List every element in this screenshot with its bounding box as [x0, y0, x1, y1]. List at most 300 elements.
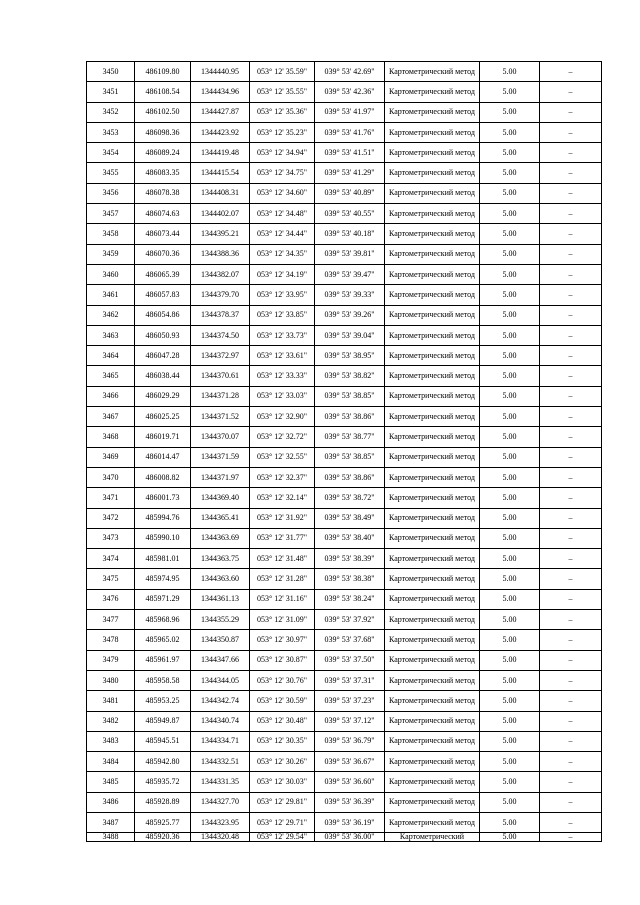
point-number-cell: 3452 [87, 102, 135, 122]
y-coordinate-cell: 1344347.66 [191, 650, 250, 670]
method-cell: Картометрический метод [385, 204, 480, 224]
latitude-cell: 053° 12' 32.55" [250, 447, 315, 467]
y-coordinate-cell: 1344370.61 [191, 366, 250, 386]
latitude-cell: 053° 12' 35.36" [250, 102, 315, 122]
y-coordinate-cell: 1344340.74 [191, 711, 250, 731]
x-coordinate-cell: 486073.44 [135, 224, 191, 244]
x-coordinate-cell: 486065.39 [135, 264, 191, 284]
accuracy-cell: 5.00 [480, 792, 540, 812]
latitude-cell: 053° 12' 33.03" [250, 386, 315, 406]
description-cell: – [540, 589, 602, 609]
method-cell: Картометрический метод [385, 285, 480, 305]
y-coordinate-cell: 1344344.05 [191, 670, 250, 690]
table-row [87, 346, 602, 366]
x-coordinate-cell: 486102.50 [135, 102, 191, 122]
latitude-cell: 053° 12' 34.44" [250, 224, 315, 244]
accuracy-cell: 5.00 [480, 528, 540, 548]
description-cell: – [540, 82, 602, 102]
y-coordinate-cell: 1344371.28 [191, 386, 250, 406]
table-row [87, 650, 602, 670]
x-coordinate-cell: 485965.02 [135, 630, 191, 650]
longitude-cell: 039° 53' 40.18" [315, 224, 385, 244]
method-cell: Картометрический метод [385, 407, 480, 427]
latitude-cell: 053° 12' 34.35" [250, 244, 315, 264]
point-number-cell: 3453 [87, 122, 135, 142]
longitude-cell: 039° 53' 41.29" [315, 163, 385, 183]
longitude-cell: 039° 53' 41.97" [315, 102, 385, 122]
point-number-cell: 3471 [87, 488, 135, 508]
latitude-cell: 053° 12' 32.37" [250, 467, 315, 487]
latitude-cell: 053° 12' 32.90" [250, 407, 315, 427]
x-coordinate-cell: 486098.36 [135, 122, 191, 142]
description-cell: – [540, 711, 602, 731]
accuracy-cell: 5.00 [480, 264, 540, 284]
x-coordinate-cell: 486050.93 [135, 325, 191, 345]
x-coordinate-cell: 485928.89 [135, 792, 191, 812]
accuracy-cell: 5.00 [480, 711, 540, 731]
description-cell: – [540, 122, 602, 142]
description-cell: – [540, 204, 602, 224]
latitude-cell: 053° 12' 34.48" [250, 204, 315, 224]
y-coordinate-cell: 1344363.75 [191, 549, 250, 569]
x-coordinate-cell: 486057.83 [135, 285, 191, 305]
table-row [87, 711, 602, 731]
description-cell: – [540, 366, 602, 386]
longitude-cell: 039° 53' 40.89" [315, 183, 385, 203]
description-cell: – [540, 731, 602, 751]
table-row [87, 812, 602, 832]
x-coordinate-cell: 485971.29 [135, 589, 191, 609]
x-coordinate-cell: 485958.58 [135, 670, 191, 690]
latitude-cell: 053° 12' 31.16" [250, 589, 315, 609]
point-number-cell: 3465 [87, 366, 135, 386]
accuracy-cell: 5.00 [480, 731, 540, 751]
longitude-cell: 039° 53' 38.40" [315, 528, 385, 548]
x-coordinate-cell: 485994.76 [135, 508, 191, 528]
table-row [87, 549, 602, 569]
method-cell: Картометрический метод [385, 610, 480, 630]
method-cell: Картометрический метод [385, 792, 480, 812]
accuracy-cell: 5.00 [480, 325, 540, 345]
table-row [87, 752, 602, 772]
description-cell: – [540, 285, 602, 305]
accuracy-cell: 5.00 [480, 386, 540, 406]
method-cell: Картометрический метод [385, 528, 480, 548]
point-number-cell: 3472 [87, 508, 135, 528]
y-coordinate-cell: 1344440.95 [191, 62, 250, 82]
method-cell: Картометрический метод [385, 549, 480, 569]
description-cell: – [540, 569, 602, 589]
y-coordinate-cell: 1344320.48 [191, 833, 250, 842]
x-coordinate-cell: 486074.63 [135, 204, 191, 224]
accuracy-cell: 5.00 [480, 467, 540, 487]
method-cell: Картометрический метод [385, 691, 480, 711]
table-row [87, 102, 602, 122]
table-row [87, 528, 602, 548]
latitude-cell: 053° 12' 30.76" [250, 670, 315, 690]
y-coordinate-cell: 1344434.96 [191, 82, 250, 102]
x-coordinate-cell: 485920.36 [135, 833, 191, 842]
description-cell: – [540, 467, 602, 487]
latitude-cell: 053° 12' 33.61" [250, 346, 315, 366]
latitude-cell: 053° 12' 34.75" [250, 163, 315, 183]
point-number-cell: 3484 [87, 752, 135, 772]
longitude-cell: 039° 53' 36.79" [315, 731, 385, 751]
description-cell: – [540, 508, 602, 528]
method-cell: Картометрический метод [385, 447, 480, 467]
latitude-cell: 053° 12' 34.19" [250, 264, 315, 284]
method-cell: Картометрический [385, 833, 480, 842]
latitude-cell: 053° 12' 34.60" [250, 183, 315, 203]
description-cell: – [540, 691, 602, 711]
table-row [87, 407, 602, 427]
point-number-cell: 3483 [87, 731, 135, 751]
y-coordinate-cell: 1344423.92 [191, 122, 250, 142]
table-row [87, 569, 602, 589]
accuracy-cell: 5.00 [480, 407, 540, 427]
point-number-cell: 3469 [87, 447, 135, 467]
description-cell: – [540, 264, 602, 284]
description-cell: – [540, 833, 602, 842]
accuracy-cell: 5.00 [480, 285, 540, 305]
description-cell: – [540, 650, 602, 670]
x-coordinate-cell: 486019.71 [135, 427, 191, 447]
point-number-cell: 3466 [87, 386, 135, 406]
method-cell: Картометрический метод [385, 346, 480, 366]
latitude-cell: 053° 12' 32.14" [250, 488, 315, 508]
method-cell: Картометрический метод [385, 589, 480, 609]
description-cell: – [540, 407, 602, 427]
description-cell: – [540, 752, 602, 772]
longitude-cell: 039° 53' 39.47" [315, 264, 385, 284]
accuracy-cell: 5.00 [480, 204, 540, 224]
x-coordinate-cell: 485949.87 [135, 711, 191, 731]
description-cell: – [540, 143, 602, 163]
latitude-cell: 053° 12' 31.48" [250, 549, 315, 569]
method-cell: Картометрический метод [385, 305, 480, 325]
description-cell: – [540, 792, 602, 812]
accuracy-cell: 5.00 [480, 508, 540, 528]
x-coordinate-cell: 486014.47 [135, 447, 191, 467]
point-number-cell: 3464 [87, 346, 135, 366]
accuracy-cell: 5.00 [480, 244, 540, 264]
latitude-cell: 053° 12' 34.94" [250, 143, 315, 163]
point-number-cell: 3470 [87, 467, 135, 487]
longitude-cell: 039° 53' 36.60" [315, 772, 385, 792]
table-row [87, 630, 602, 650]
accuracy-cell: 5.00 [480, 488, 540, 508]
coordinates-table [86, 61, 602, 842]
point-number-cell: 3479 [87, 650, 135, 670]
coordinates-table-page [86, 61, 601, 842]
table-row [87, 204, 602, 224]
point-number-cell: 3468 [87, 427, 135, 447]
point-number-cell: 3467 [87, 407, 135, 427]
point-number-cell: 3477 [87, 610, 135, 630]
point-number-cell: 3461 [87, 285, 135, 305]
longitude-cell: 039° 53' 38.86" [315, 467, 385, 487]
latitude-cell: 053° 12' 31.28" [250, 569, 315, 589]
latitude-cell: 053° 12' 33.33" [250, 366, 315, 386]
y-coordinate-cell: 1344374.50 [191, 325, 250, 345]
y-coordinate-cell: 1344378.37 [191, 305, 250, 325]
point-number-cell: 3459 [87, 244, 135, 264]
table-row [87, 244, 602, 264]
description-cell: – [540, 528, 602, 548]
method-cell: Картометрический метод [385, 143, 480, 163]
point-number-cell: 3474 [87, 549, 135, 569]
description-cell: – [540, 183, 602, 203]
method-cell: Картометрический метод [385, 224, 480, 244]
accuracy-cell: 5.00 [480, 427, 540, 447]
longitude-cell: 039° 53' 36.39" [315, 792, 385, 812]
longitude-cell: 039° 53' 36.00" [315, 833, 385, 842]
method-cell: Картометрический метод [385, 731, 480, 751]
accuracy-cell: 5.00 [480, 366, 540, 386]
accuracy-cell: 5.00 [480, 305, 540, 325]
table-row [87, 163, 602, 183]
latitude-cell: 053° 12' 31.92" [250, 508, 315, 528]
table-row [87, 670, 602, 690]
method-cell: Картометрический метод [385, 569, 480, 589]
table-row [87, 731, 602, 751]
method-cell: Картометрический метод [385, 488, 480, 508]
longitude-cell: 039° 53' 38.86" [315, 407, 385, 427]
method-cell: Картометрический метод [385, 508, 480, 528]
method-cell: Картометрический метод [385, 670, 480, 690]
longitude-cell: 039° 53' 40.55" [315, 204, 385, 224]
method-cell: Картометрический метод [385, 812, 480, 832]
y-coordinate-cell: 1344388.36 [191, 244, 250, 264]
latitude-cell: 053° 12' 30.87" [250, 650, 315, 670]
x-coordinate-cell: 485990.10 [135, 528, 191, 548]
method-cell: Картометрический метод [385, 122, 480, 142]
y-coordinate-cell: 1344365.41 [191, 508, 250, 528]
accuracy-cell: 5.00 [480, 183, 540, 203]
x-coordinate-cell: 486001.73 [135, 488, 191, 508]
point-number-cell: 3488 [87, 833, 135, 842]
y-coordinate-cell: 1344363.60 [191, 569, 250, 589]
latitude-cell: 053° 12' 35.55" [250, 82, 315, 102]
description-cell: – [540, 325, 602, 345]
accuracy-cell: 5.00 [480, 143, 540, 163]
latitude-cell: 053° 12' 29.71" [250, 812, 315, 832]
method-cell: Картометрический метод [385, 650, 480, 670]
y-coordinate-cell: 1344331.35 [191, 772, 250, 792]
longitude-cell: 039° 53' 42.36" [315, 82, 385, 102]
y-coordinate-cell: 1344372.97 [191, 346, 250, 366]
y-coordinate-cell: 1344361.13 [191, 589, 250, 609]
accuracy-cell: 5.00 [480, 650, 540, 670]
y-coordinate-cell: 1344415.54 [191, 163, 250, 183]
accuracy-cell: 5.00 [480, 691, 540, 711]
x-coordinate-cell: 486029.29 [135, 386, 191, 406]
longitude-cell: 039° 53' 37.68" [315, 630, 385, 650]
longitude-cell: 039° 53' 39.81" [315, 244, 385, 264]
method-cell: Картометрический метод [385, 366, 480, 386]
description-cell: – [540, 224, 602, 244]
longitude-cell: 039° 53' 38.85" [315, 386, 385, 406]
y-coordinate-cell: 1344371.97 [191, 467, 250, 487]
longitude-cell: 039° 53' 38.77" [315, 427, 385, 447]
latitude-cell: 053° 12' 31.09" [250, 610, 315, 630]
y-coordinate-cell: 1344334.71 [191, 731, 250, 751]
point-number-cell: 3454 [87, 143, 135, 163]
x-coordinate-cell: 486109.80 [135, 62, 191, 82]
description-cell: – [540, 427, 602, 447]
method-cell: Картометрический метод [385, 62, 480, 82]
x-coordinate-cell: 485961.97 [135, 650, 191, 670]
y-coordinate-cell: 1344402.07 [191, 204, 250, 224]
point-number-cell: 3478 [87, 630, 135, 650]
longitude-cell: 039° 53' 42.69" [315, 62, 385, 82]
longitude-cell: 039° 53' 39.33" [315, 285, 385, 305]
description-cell: – [540, 62, 602, 82]
x-coordinate-cell: 485942.80 [135, 752, 191, 772]
table-row [87, 82, 602, 102]
accuracy-cell: 5.00 [480, 630, 540, 650]
description-cell: – [540, 610, 602, 630]
method-cell: Картометрический метод [385, 264, 480, 284]
table-row [87, 427, 602, 447]
longitude-cell: 039° 53' 38.39" [315, 549, 385, 569]
point-number-cell: 3455 [87, 163, 135, 183]
y-coordinate-cell: 1344369.40 [191, 488, 250, 508]
point-number-cell: 3487 [87, 812, 135, 832]
method-cell: Картометрический метод [385, 630, 480, 650]
accuracy-cell: 5.00 [480, 224, 540, 244]
point-number-cell: 3451 [87, 82, 135, 102]
latitude-cell: 053° 12' 30.59" [250, 691, 315, 711]
latitude-cell: 053° 12' 30.26" [250, 752, 315, 772]
latitude-cell: 053° 12' 31.77" [250, 528, 315, 548]
accuracy-cell: 5.00 [480, 812, 540, 832]
x-coordinate-cell: 486083.35 [135, 163, 191, 183]
description-cell: – [540, 386, 602, 406]
latitude-cell: 053° 12' 35.23" [250, 122, 315, 142]
x-coordinate-cell: 486025.25 [135, 407, 191, 427]
longitude-cell: 039° 53' 38.85" [315, 447, 385, 467]
table-row [87, 691, 602, 711]
x-coordinate-cell: 485974.95 [135, 569, 191, 589]
table-row [87, 447, 602, 467]
x-coordinate-cell: 485968.96 [135, 610, 191, 630]
accuracy-cell: 5.00 [480, 102, 540, 122]
accuracy-cell: 5.00 [480, 122, 540, 142]
description-cell: – [540, 549, 602, 569]
method-cell: Картометрический метод [385, 386, 480, 406]
longitude-cell: 039° 53' 38.82" [315, 366, 385, 386]
longitude-cell: 039° 53' 38.38" [315, 569, 385, 589]
y-coordinate-cell: 1344395.21 [191, 224, 250, 244]
method-cell: Картометрический метод [385, 163, 480, 183]
longitude-cell: 039° 53' 41.76" [315, 122, 385, 142]
description-cell: – [540, 447, 602, 467]
point-number-cell: 3450 [87, 62, 135, 82]
description-cell: – [540, 772, 602, 792]
x-coordinate-cell: 486038.44 [135, 366, 191, 386]
description-cell: – [540, 630, 602, 650]
point-number-cell: 3476 [87, 589, 135, 609]
point-number-cell: 3463 [87, 325, 135, 345]
method-cell: Картометрический метод [385, 772, 480, 792]
table-row [87, 62, 602, 82]
description-cell: – [540, 305, 602, 325]
table-row [87, 305, 602, 325]
x-coordinate-cell: 486054.86 [135, 305, 191, 325]
point-number-cell: 3456 [87, 183, 135, 203]
method-cell: Картометрический метод [385, 752, 480, 772]
latitude-cell: 053° 12' 30.97" [250, 630, 315, 650]
accuracy-cell: 5.00 [480, 163, 540, 183]
latitude-cell: 053° 12' 30.03" [250, 772, 315, 792]
longitude-cell: 039° 53' 37.23" [315, 691, 385, 711]
table-row [87, 589, 602, 609]
longitude-cell: 039° 53' 38.49" [315, 508, 385, 528]
latitude-cell: 053° 12' 32.72" [250, 427, 315, 447]
accuracy-cell: 5.00 [480, 610, 540, 630]
longitude-cell: 039° 53' 37.50" [315, 650, 385, 670]
longitude-cell: 039° 53' 41.51" [315, 143, 385, 163]
longitude-cell: 039° 53' 37.92" [315, 610, 385, 630]
longitude-cell: 039° 53' 39.26" [315, 305, 385, 325]
y-coordinate-cell: 1344355.29 [191, 610, 250, 630]
accuracy-cell: 5.00 [480, 670, 540, 690]
method-cell: Картометрический метод [385, 82, 480, 102]
description-cell: – [540, 812, 602, 832]
point-number-cell: 3462 [87, 305, 135, 325]
table-row [87, 488, 602, 508]
point-number-cell: 3480 [87, 670, 135, 690]
table-body [87, 62, 602, 842]
accuracy-cell: 5.00 [480, 62, 540, 82]
x-coordinate-cell: 486070.36 [135, 244, 191, 264]
method-cell: Картометрический метод [385, 427, 480, 447]
y-coordinate-cell: 1344427.87 [191, 102, 250, 122]
y-coordinate-cell: 1344379.70 [191, 285, 250, 305]
table-row [87, 183, 602, 203]
accuracy-cell: 5.00 [480, 549, 540, 569]
y-coordinate-cell: 1344408.31 [191, 183, 250, 203]
method-cell: Картометрический метод [385, 102, 480, 122]
longitude-cell: 039° 53' 37.12" [315, 711, 385, 731]
longitude-cell: 039° 53' 36.19" [315, 812, 385, 832]
table-row [87, 610, 602, 630]
y-coordinate-cell: 1344342.74 [191, 691, 250, 711]
point-number-cell: 3482 [87, 711, 135, 731]
table-row [87, 264, 602, 284]
accuracy-cell: 5.00 [480, 589, 540, 609]
table-row [87, 508, 602, 528]
point-number-cell: 3475 [87, 569, 135, 589]
latitude-cell: 053° 12' 29.81" [250, 792, 315, 812]
method-cell: Картометрический метод [385, 183, 480, 203]
method-cell: Картометрический метод [385, 244, 480, 264]
longitude-cell: 039° 53' 39.04" [315, 325, 385, 345]
x-coordinate-cell: 486108.54 [135, 82, 191, 102]
longitude-cell: 039° 53' 37.31" [315, 670, 385, 690]
y-coordinate-cell: 1344350.87 [191, 630, 250, 650]
point-number-cell: 3460 [87, 264, 135, 284]
table-row [87, 366, 602, 386]
accuracy-cell: 5.00 [480, 447, 540, 467]
point-number-cell: 3457 [87, 204, 135, 224]
table-row [87, 224, 602, 244]
point-number-cell: 3458 [87, 224, 135, 244]
latitude-cell: 053° 12' 30.35" [250, 731, 315, 751]
x-coordinate-cell: 486089.24 [135, 143, 191, 163]
point-number-cell: 3481 [87, 691, 135, 711]
